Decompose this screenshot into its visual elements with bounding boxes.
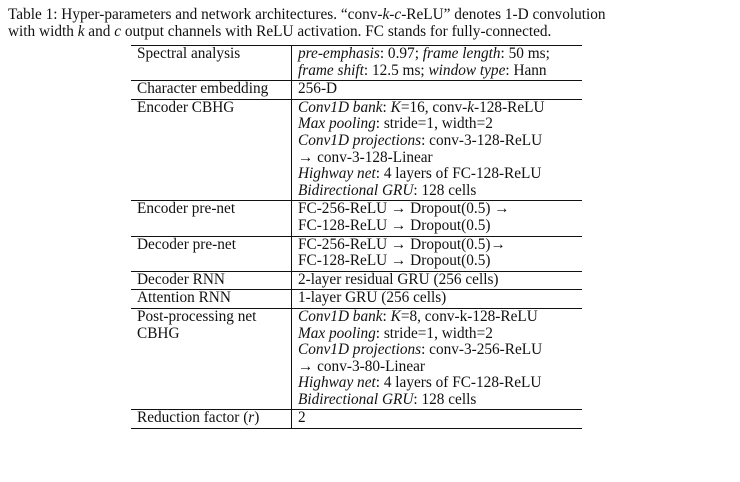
row-label-text: Decoder RNN — [137, 270, 225, 288]
value-line — [298, 342, 576, 359]
table-row — [131, 271, 582, 290]
value-term: K — [390, 307, 401, 325]
row-label-text: CBHG — [137, 324, 180, 342]
row-label — [131, 46, 292, 81]
row-label — [131, 99, 292, 201]
value-term: Conv1D bank — [298, 98, 383, 116]
value-line — [298, 150, 576, 167]
value-text: 2 — [298, 409, 306, 427]
row-value — [292, 271, 583, 290]
value-text: FC-128-ReLU → Dropout(0.5) — [298, 252, 491, 270]
value-text: : conv-3-128-ReLU — [421, 131, 543, 149]
value-term: Conv1D bank — [298, 307, 383, 325]
row-value — [292, 410, 583, 429]
row-value — [292, 81, 583, 100]
caption-text: and — [84, 23, 115, 40]
row-label — [131, 236, 292, 271]
value-line — [298, 410, 576, 427]
row-label-text: Encoder CBHG — [137, 98, 235, 116]
value-term: Highway net — [298, 374, 376, 392]
value-term: Max pooling — [298, 324, 376, 342]
caption-text: -ReLU” denotes 1-D convolution — [401, 6, 606, 23]
value-line — [298, 359, 576, 376]
value-text: → conv-3-80-Linear — [298, 357, 425, 375]
row-label — [131, 308, 292, 410]
row-label — [131, 290, 292, 309]
hyperparameter-table — [131, 45, 582, 429]
value-text: FC-256-ReLU → Dropout(0.5)→ — [298, 235, 506, 253]
table-row — [131, 236, 582, 271]
value-line — [298, 63, 576, 80]
row-value — [292, 201, 583, 236]
row-value — [292, 236, 583, 271]
caption-text: with width — [8, 23, 78, 40]
row-label-text: Reduction factor (r) — [137, 409, 260, 427]
value-line — [298, 116, 576, 133]
value-text: 256-D — [298, 80, 338, 98]
row-label-text: Encoder pre-net — [137, 200, 236, 218]
value-term: Conv1D projections — [298, 131, 422, 149]
value-line — [298, 218, 576, 235]
caption-text: output channels with ReLU activation. FC stands for fully-connected. — [121, 23, 552, 40]
row-label-text: Attention RNN — [137, 289, 231, 307]
value-term: Bidirectional GRU — [298, 181, 414, 199]
value-term: Max pooling — [298, 115, 376, 133]
row-value — [292, 290, 583, 309]
value-line — [298, 392, 576, 409]
value-line — [298, 183, 576, 200]
table-caption — [8, 6, 732, 40]
caption-var-c: c — [114, 23, 122, 40]
value-term: Bidirectional GRU — [298, 390, 414, 408]
row-value — [292, 99, 583, 201]
row-label — [131, 81, 292, 100]
value-line — [298, 326, 576, 343]
value-line — [298, 253, 576, 270]
value-term: K — [390, 98, 401, 116]
value-text: : 128 cells — [413, 390, 477, 408]
value-text: : stride=1, width=2 — [375, 324, 493, 342]
value-text: : — [382, 98, 391, 116]
value-line — [298, 100, 576, 117]
value-text: 1-layer GRU (256 cells) — [298, 289, 447, 307]
value-text: FC-128-ReLU → Dropout(0.5) — [298, 216, 491, 234]
table-row — [131, 410, 582, 429]
value-line — [298, 46, 576, 63]
value-text: -128-ReLU — [474, 98, 545, 116]
value-text: : 4 layers of FC-128-ReLU — [375, 374, 542, 392]
value-line — [298, 201, 576, 218]
value-text: =16, conv- — [400, 98, 468, 116]
value-line — [298, 166, 576, 183]
row-label — [131, 410, 292, 429]
value-text: : Hann — [505, 61, 547, 79]
caption-var-k: k — [77, 23, 85, 40]
value-text: : conv-3-256-ReLU — [421, 341, 543, 359]
row-label — [131, 201, 292, 236]
value-term: frame shift — [298, 61, 364, 79]
table-row — [131, 308, 582, 410]
value-term: frame length — [422, 45, 501, 62]
value-line — [298, 133, 576, 150]
table-row — [131, 290, 582, 309]
row-label-text: Post-processing net — [137, 307, 257, 325]
value-line — [298, 375, 576, 392]
caption-text: - — [389, 6, 395, 23]
value-line — [298, 309, 576, 326]
value-text: : — [382, 307, 391, 325]
value-text: : 4 layers of FC-128-ReLU — [375, 165, 542, 183]
value-term: k — [467, 98, 475, 116]
value-text: : 0.97; — [379, 45, 423, 62]
value-text: : 50 ms; — [500, 45, 550, 62]
row-label — [131, 271, 292, 290]
value-text: FC-256-ReLU → Dropout(0.5) → — [298, 200, 510, 218]
caption-var-k: k — [382, 6, 390, 23]
value-text: → conv-3-128-Linear — [298, 148, 433, 166]
table-row — [131, 99, 582, 201]
row-value — [292, 46, 583, 81]
table-row — [131, 81, 582, 100]
row-label-end: ) — [254, 409, 260, 427]
value-term: Highway net — [298, 165, 376, 183]
row-label-text: Character embedding — [137, 80, 269, 98]
row-label-var: r — [248, 409, 255, 427]
row-label-text: Decoder pre-net — [137, 235, 236, 253]
row-label-text: Spectral analysis — [137, 45, 241, 62]
caption-var-c: c — [394, 6, 402, 23]
value-text: : 128 cells — [413, 181, 477, 199]
value-text: 2-layer residual GRU (256 cells) — [298, 270, 499, 288]
table-body — [131, 46, 582, 429]
value-text: : stride=1, width=2 — [375, 115, 493, 133]
value-term: window type — [428, 61, 506, 79]
table-row — [131, 201, 582, 236]
value-term: Conv1D projections — [298, 341, 422, 359]
value-line — [298, 81, 576, 98]
row-value — [292, 308, 583, 410]
value-term: pre-emphasis — [298, 45, 380, 62]
value-line — [298, 237, 576, 254]
value-line — [298, 272, 576, 289]
value-text: : 12.5 ms; — [363, 61, 429, 79]
caption-text: Table 1: Hyper-parameters and network architectures. “conv- — [8, 6, 383, 23]
table-row — [131, 46, 582, 81]
value-text: =8, conv-k-128-ReLU — [400, 307, 538, 325]
value-line — [298, 290, 576, 307]
